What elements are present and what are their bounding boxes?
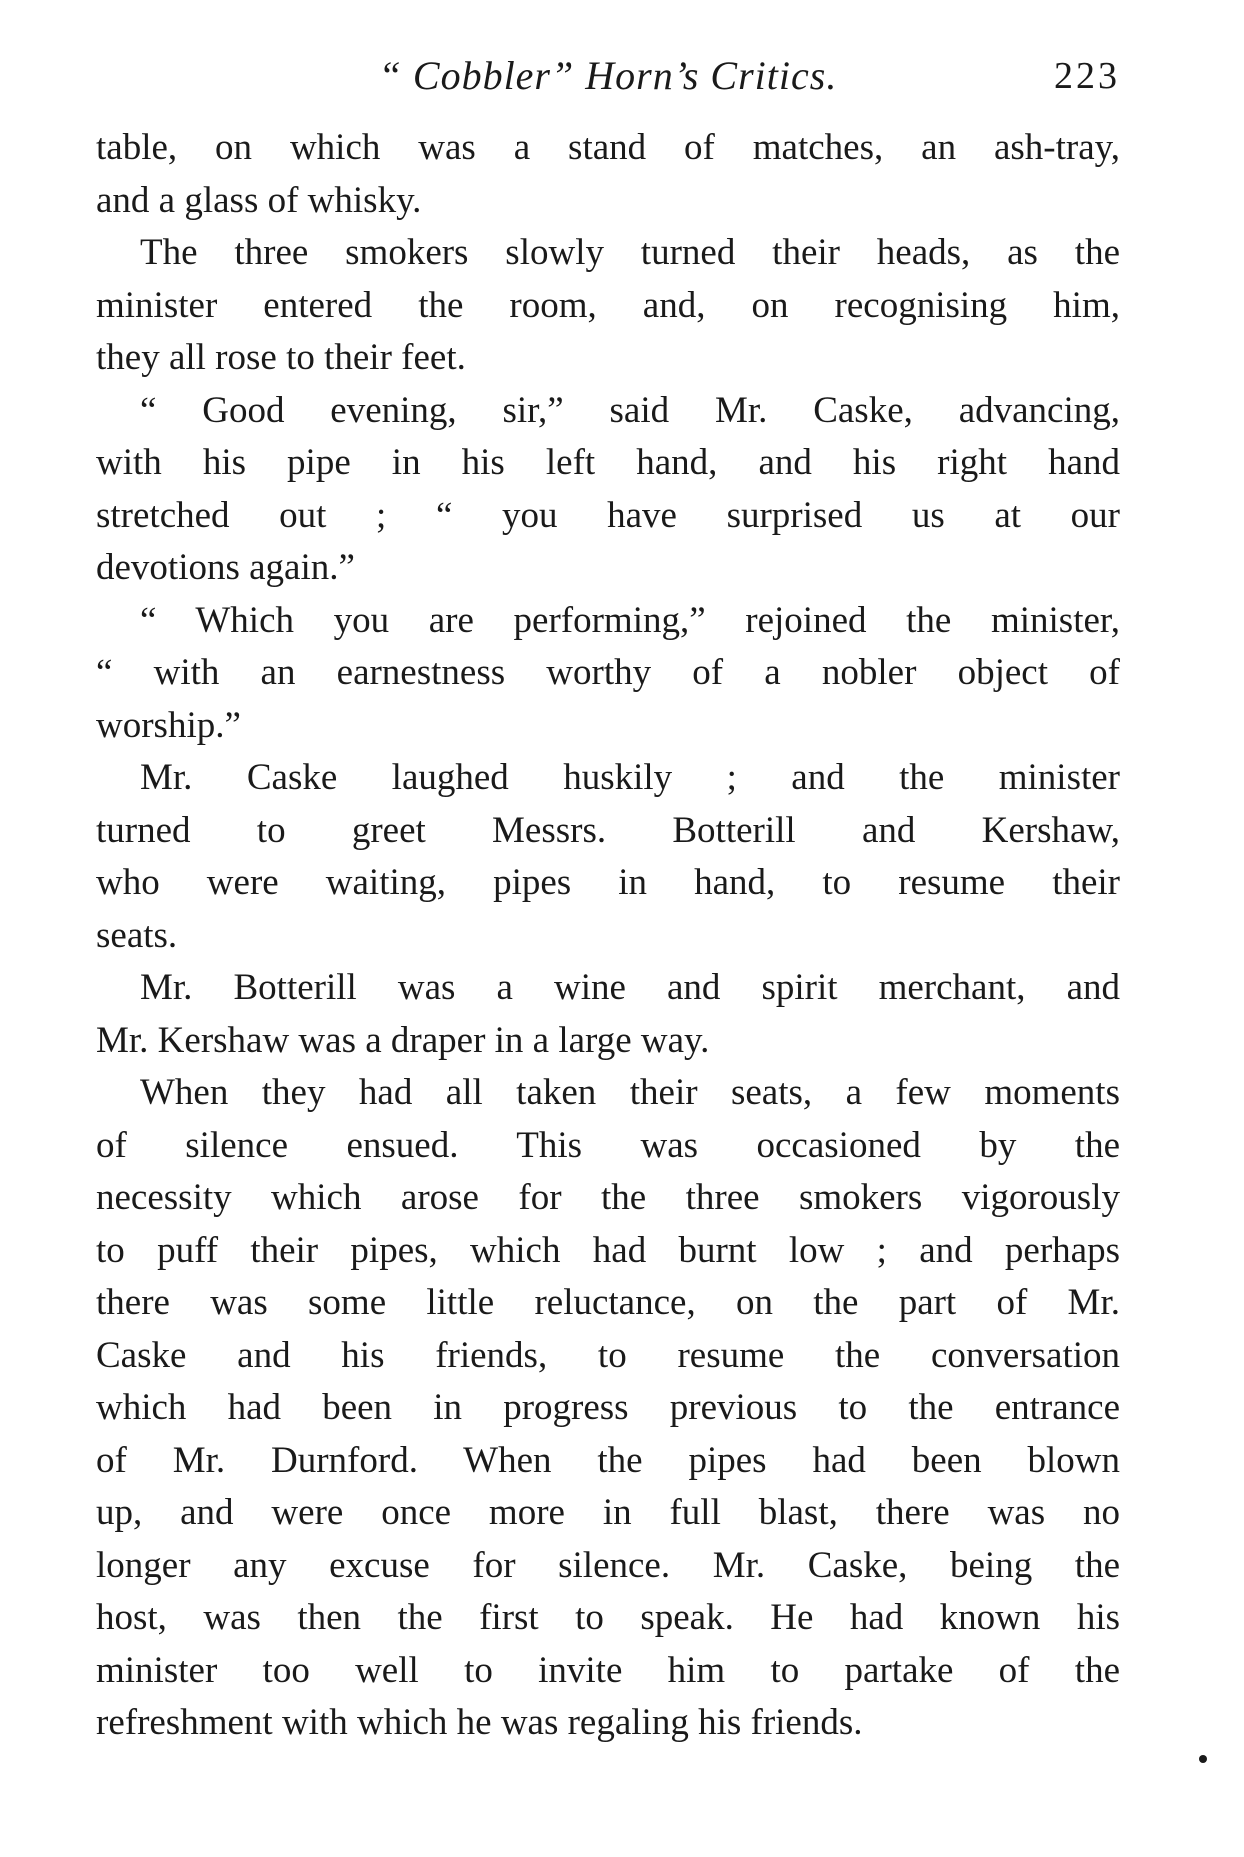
- running-head: [96, 52, 1120, 102]
- text-line: worship.”: [96, 704, 241, 746]
- text-line: with his pipe in his left hand, and his right hand: [96, 442, 1120, 483]
- text-line: table, on which was a stand of matches, an ash-tray,: [96, 127, 1120, 168]
- ink-dot: [1199, 1755, 1207, 1763]
- text-line: stretched out ; “ you have surprised us at our: [96, 494, 1120, 536]
- text-line: there was some little reluctance, on the part of Mr.: [96, 1282, 1120, 1323]
- text-line: host, was then the first to speak. He had known his: [96, 1597, 1120, 1638]
- text-line: “ Good evening, sir,” said Mr. Caske, advancing,: [140, 389, 1120, 431]
- text-line: who were waiting, pipes in hand, to resume their: [96, 862, 1120, 903]
- text-line: devotions again.”: [96, 547, 355, 588]
- body-text: [96, 122, 1120, 1750]
- text-line: of Mr. Durnford. When the pipes had been blown: [96, 1439, 1120, 1481]
- text-line: up, and were once more in full blast, there was no: [96, 1492, 1120, 1533]
- text-line: The three smokers slowly turned their heads, as the: [140, 232, 1120, 273]
- text-line: seats.: [96, 914, 178, 956]
- text-line: When they had all taken their seats, a few moments: [140, 1072, 1120, 1113]
- text-line: which had been in progress previous to the entrance: [96, 1387, 1120, 1428]
- running-title: “ Cobbler” Horn’s Critics.: [378, 53, 838, 98]
- text-line: “ Which you are performing,” rejoined the minister,: [140, 599, 1120, 641]
- text-line: longer any excuse for silence. Mr. Caske, being the: [96, 1544, 1120, 1586]
- text-line: they all rose to their feet.: [96, 337, 466, 378]
- text-line: Caske and his friends, to resume the conversation: [96, 1334, 1120, 1376]
- text-line: necessity which arose for the three smokers vigorously: [96, 1177, 1120, 1218]
- page-number: 223: [1054, 55, 1120, 97]
- text-line: Mr. Botterill was a wine and spirit merchant, and: [140, 967, 1120, 1008]
- text-line: to puff their pipes, which had burnt low ; and perhaps: [96, 1229, 1120, 1271]
- text-line: of silence ensued. This was occasioned by the: [96, 1124, 1120, 1166]
- text-line: turned to greet Messrs. Botterill and Kershaw,: [96, 809, 1120, 851]
- text-line: “ with an earnestness worthy of a nobler object of: [96, 652, 1120, 693]
- text-line: refreshment with which he was regaling his friends.: [96, 1702, 863, 1743]
- text-line: and a glass of whisky.: [96, 179, 422, 221]
- text-line: Mr. Kershaw was a draper in a large way.: [96, 1019, 710, 1061]
- text-line: Mr. Caske laughed huskily ; and the minister: [140, 757, 1120, 798]
- text-line: minister entered the room, and, on recognising him,: [96, 284, 1120, 326]
- text-line: minister too well to invite him to partake of the: [96, 1649, 1120, 1691]
